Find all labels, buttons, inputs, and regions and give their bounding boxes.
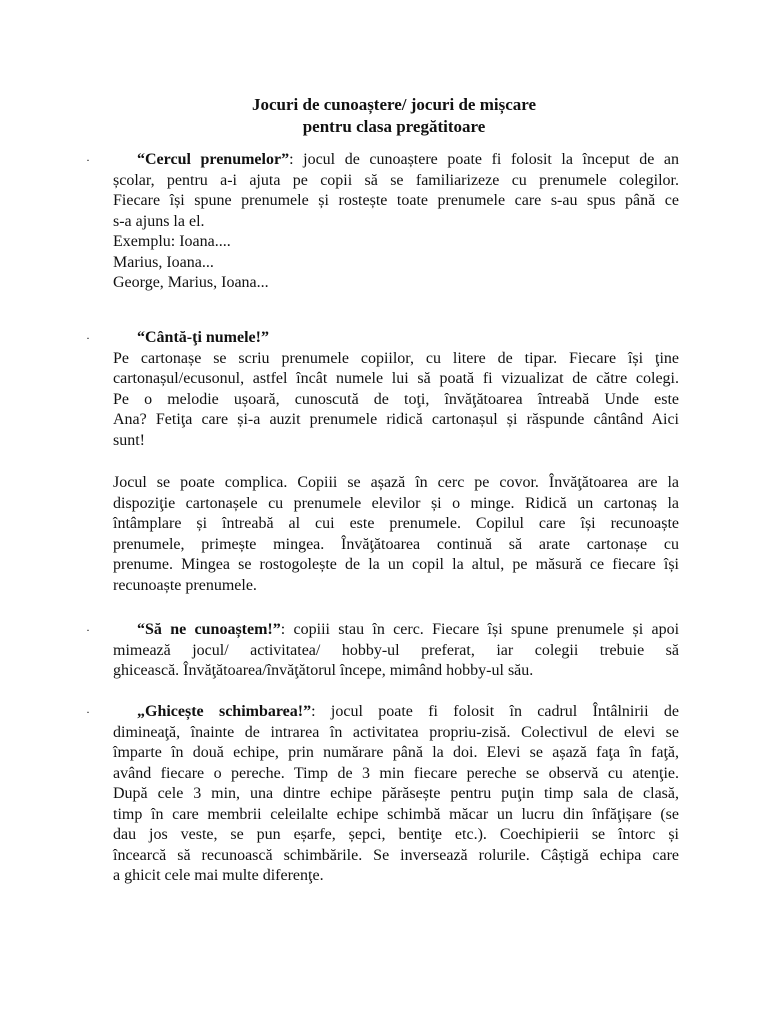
section-cercul-prenumelor: · “Cercul prenumelor”: jocul de cunoaștere poate fi folosit la început de an școlar, pentru a-i ajuta pe copii să se familiarizeze cu prenumele colegilor. Fiecare își spune prenumele și rostește toate prenumele care s-au spus până ce s-a ajuns la el. Exemplu: Ioana.... Marius, Ioana... George, Marius, Ioana...: [86, 151, 680, 291]
bullet-marker: ·: [86, 623, 90, 637]
section-canta-ti-numele: · “Cântă-ţi numele!” Pe cartonașe se scriu prenumele copiilor, cu litere de tipar. Fiecare își ţine cartonașul/ecusonul, astfel încât numele lui să poată fi vizualizat de către colegi. Pe o melodie ușoară, cunoscută de toţi, învăţătoarea întreabă Unde este Ana? Fetiţa care și-a auzit prenumele ridică cartonașul și răspunde cântând Aici sunt!: [86, 329, 679, 449]
document-title: [0, 94, 768, 138]
section-sa-ne-cunoastem: · “Să ne cunoaștem!”: copiii stau în cerc. Fiecare își spune prenumele și apoi mimează jocul/ activitatea/ hobby-ul preferat, iar colegii trebuie să ghicească. Învăţătoarea/învăţătorul începe, mimând hobby-ul său.: [86, 621, 680, 679]
section-jocul-complicat: Jocul se poate complica. Copiii se așază în cerc pe covor. Învăţătoarea are la dispoziţie cartonașele cu prenumele elevilor și o minge. Ridică un cartonaș la întâmplare și întreabă al cui este prenumele. Copilul care își recunoaște prenumele, primește mingea. Învăţătoarea continuă să arate cartonașe cu prenume. Mingea se rostogolește de la un copil la altul, pe măsură ce fiecare își recunoaște prenumele.: [113, 474, 679, 594]
game-name-canta-ti-numele: “Cântă-ţi numele!”: [137, 329, 269, 346]
bullet-marker: ·: [86, 705, 90, 719]
game-name-ghiceste-schimbarea: „Ghicește schimbarea!”: [137, 703, 312, 720]
game-name-cercul-prenumelor: “Cercul prenumelor”: [137, 151, 290, 168]
title-line-1: Jocuri de cunoaștere/ jocuri de mișcare: [251, 95, 537, 114]
section-ghiceste-schimbarea: · „Ghicește schimbarea!”: jocul poate fi folosit în cadrul Întâlnirii de dimineaţă, înainte de intrarea în activitatea propriu-zisă. Colectivul de elevi se împarte în două echipe, prin numărare până la doi. Elevi se așază faţa în faţă, având fiecare o pereche. Timp de 3 min fiecare pereche se observă cu atenţie. După cele 3 min, una dintre echipe părăsește pentru puţin timp sala de clasă, timp în care membrii celeilalte echipe schimbă măcar un lucru din înfăţișare (se dau jos veste, se pun eșarfe, șepci, bentiţe etc.). Coechipierii se întorc și încearcă să recunoască schimbările. Se inversează rolurile. Câștigă echipa care a ghicit cele mai multe diferenţe.: [86, 703, 679, 884]
bullet-marker: ·: [86, 153, 90, 167]
bullet-marker: ·: [86, 331, 90, 345]
title-line-2: pentru clasa pregătitoare: [302, 117, 486, 136]
game-name-sa-ne-cunoastem: “Să ne cunoaștem!”: [137, 621, 281, 638]
